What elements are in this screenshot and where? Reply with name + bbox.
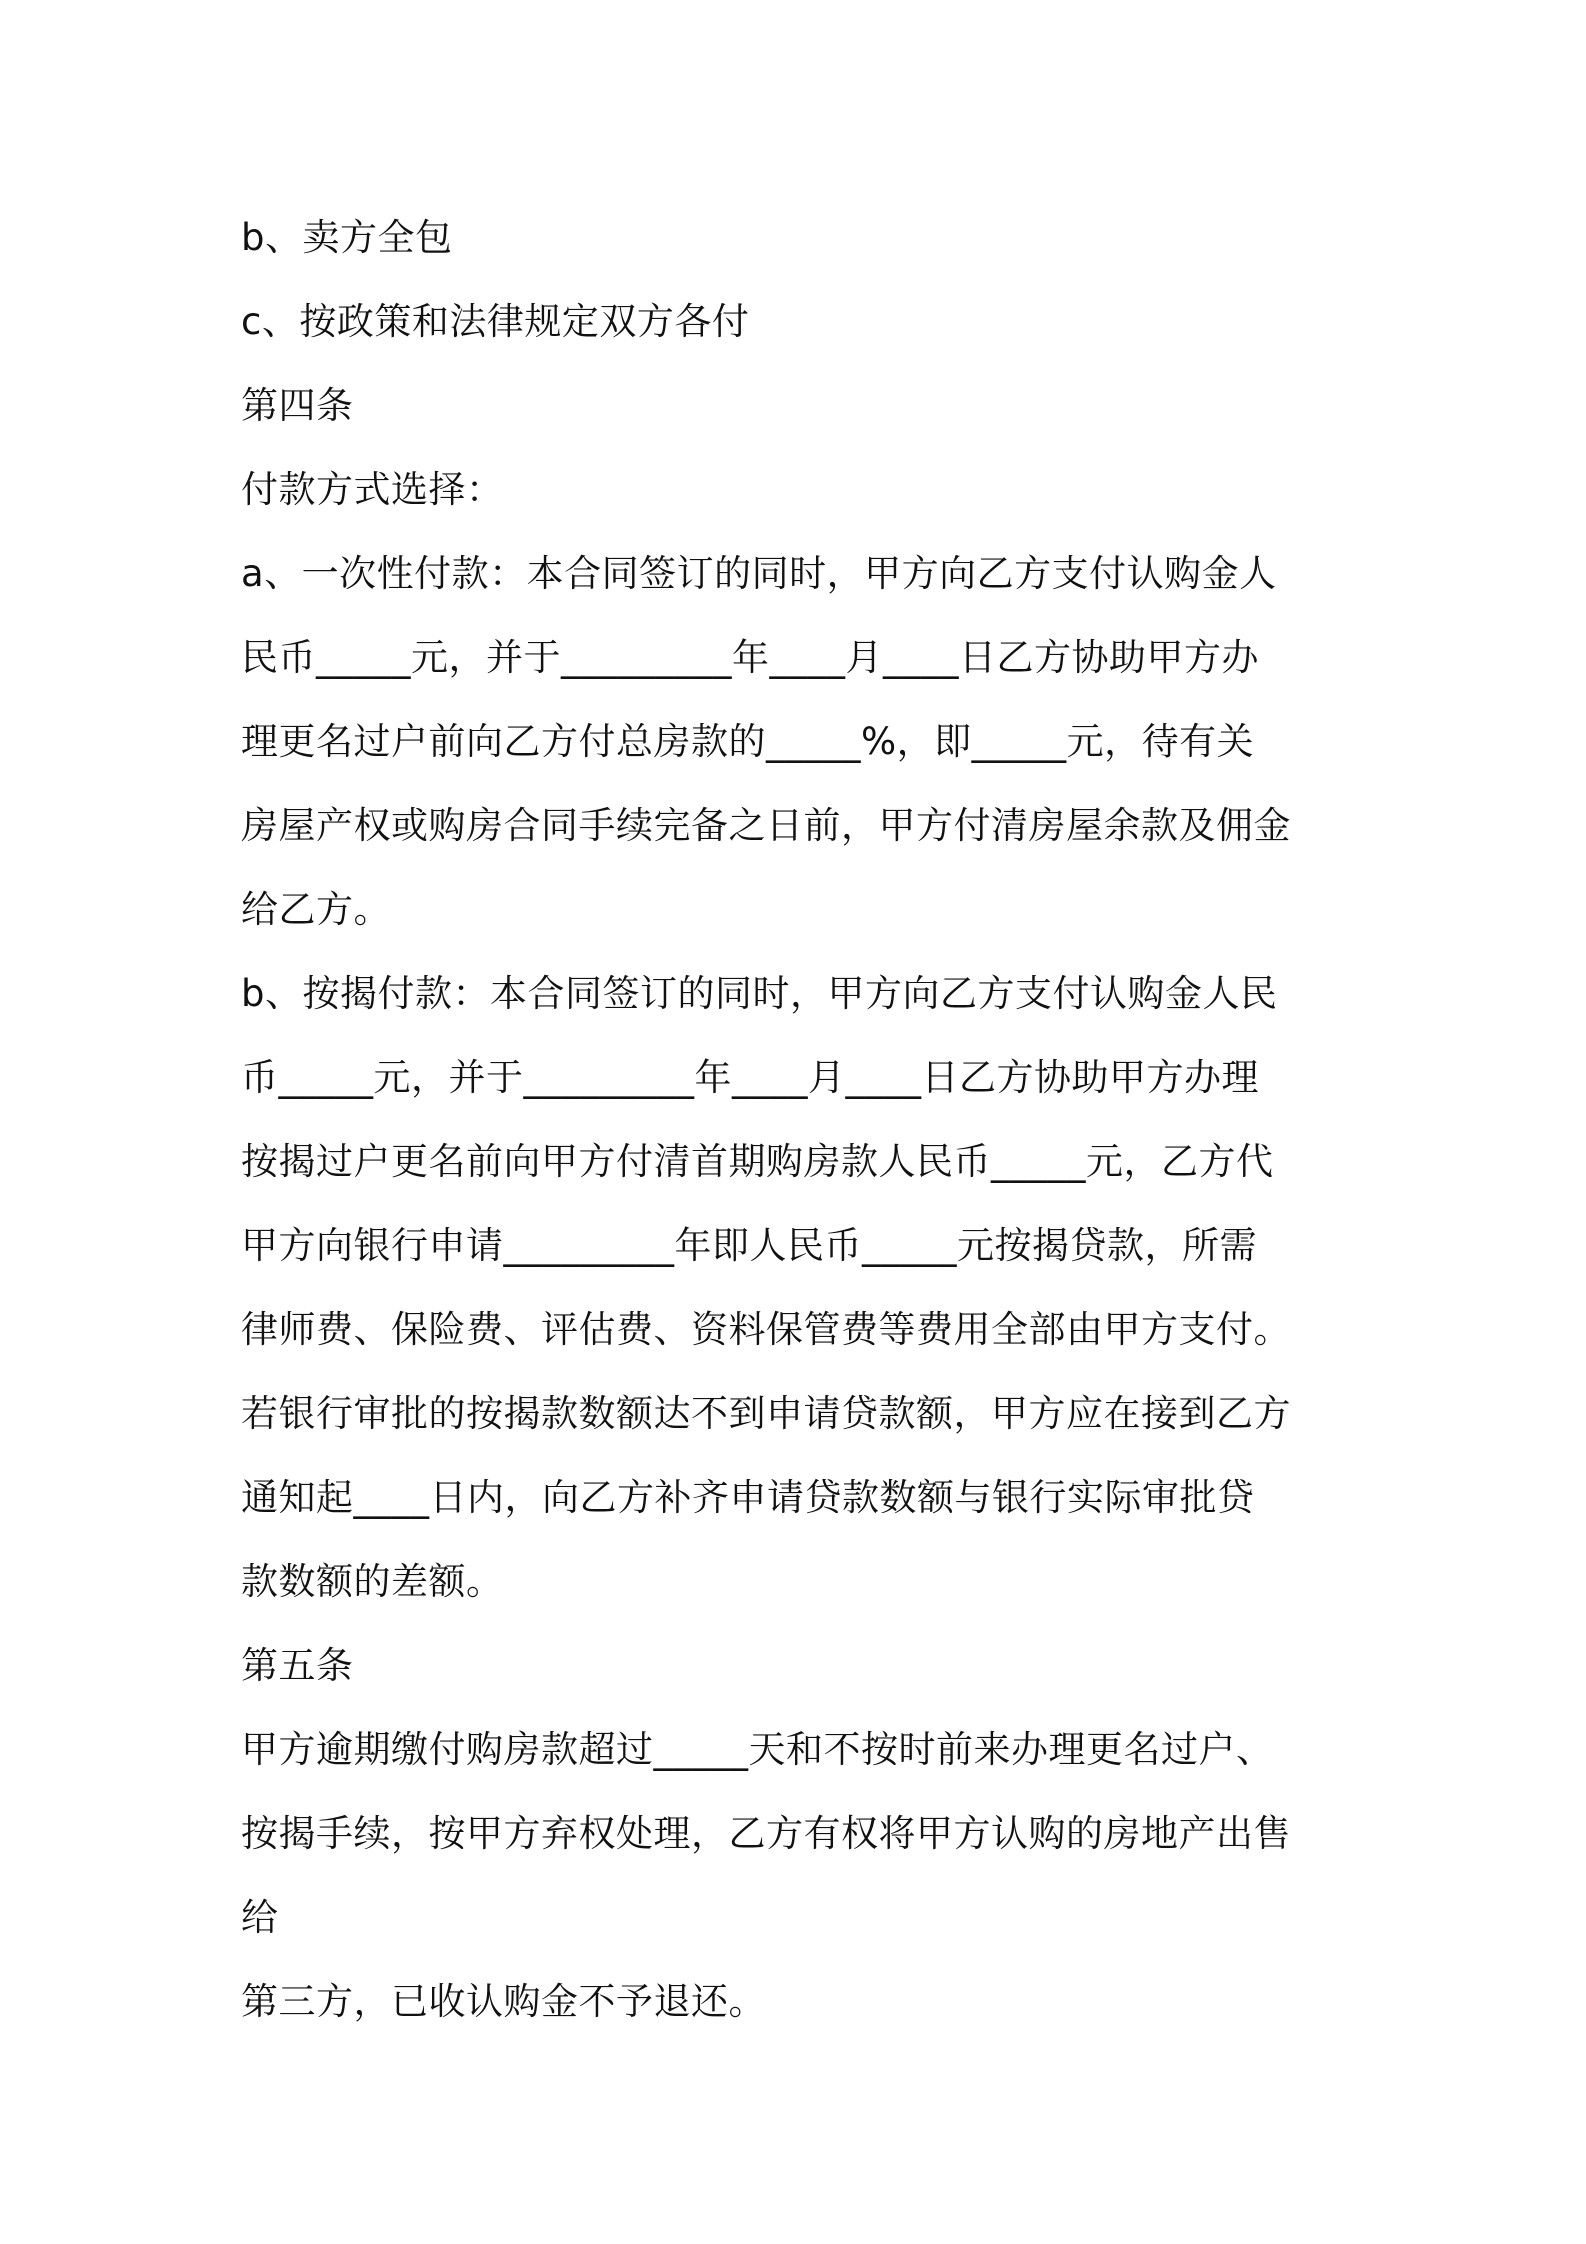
- text-line: 给乙方。: [241, 888, 391, 931]
- text-line: 币_____元，并于_________年____月____日乙方协助甲方办理: [241, 1056, 1259, 1099]
- text-line: 理更名过户前向乙方付总房款的_____%，即_____元，待有关: [241, 720, 1255, 763]
- article-heading: 第四条: [241, 384, 354, 427]
- text-line: 房屋产权或购房合同手续完备之日前，甲方付清房屋余款及佣金: [241, 804, 1291, 847]
- text-line: 给: [241, 1896, 279, 1939]
- text-line: 第三方，已收认购金不予退还。: [241, 1980, 766, 2023]
- text-line: b、按揭付款：本合同签订的同时，甲方向乙方支付认购金人民: [241, 972, 1278, 1015]
- text-line: a、一次性付款：本合同签订的同时，甲方向乙方支付认购金人: [241, 552, 1277, 595]
- text-line: 按揭手续，按甲方弃权处理，乙方有权将甲方认购的房地产出售: [241, 1812, 1291, 1855]
- text-line: 甲方逾期缴付购房款超过_____天和不按时前来办理更名过户、: [241, 1728, 1274, 1771]
- text-line: c、按政策和法律规定双方各付: [241, 300, 750, 343]
- text-line: 付款方式选择：: [241, 468, 504, 511]
- text-line: 民币_____元，并于_________年____月____日乙方协助甲方办: [241, 636, 1259, 679]
- document-body: [241, 196, 1363, 2044]
- text-line: 甲方向银行申请_________年即人民币_____元按揭贷款，所需: [241, 1224, 1257, 1267]
- article-heading: 第五条: [241, 1644, 354, 1687]
- text-line: 通知起____日内，向乙方补齐申请贷款数额与银行实际审批贷: [241, 1476, 1255, 1519]
- text-line: 律师费、保险费、评估费、资料保管费等费用全部由甲方支付。: [241, 1308, 1291, 1351]
- text-line: b、卖方全包: [241, 216, 453, 259]
- text-line: 按揭过户更名前向甲方付清首期购房款人民币_____元，乙方代: [241, 1140, 1274, 1183]
- text-line: 款数额的差额。: [241, 1560, 504, 1603]
- text-line: 若银行审批的按揭款数额达不到申请贷款额，甲方应在接到乙方: [241, 1392, 1291, 1435]
